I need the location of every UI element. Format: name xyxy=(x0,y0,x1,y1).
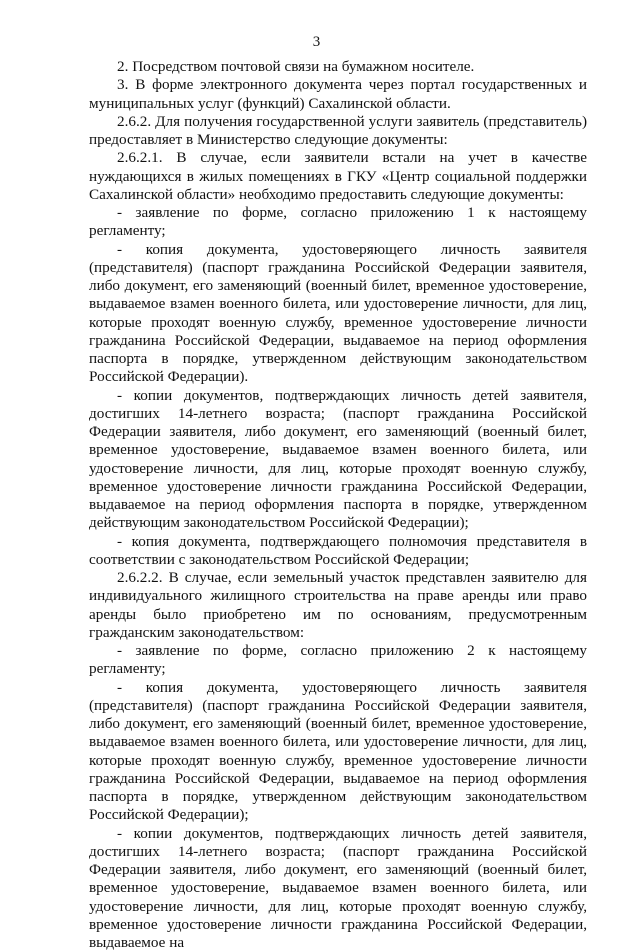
page-number: 3 xyxy=(0,34,633,51)
list-item-children-identity-copies: - копии документов, подтверждающих личность детей заявителя, достигших 14-летнего возраста; (паспорт гражданина Российской Федерации заявителя, либо документ, его заменяющий (военный билет, временное удостоверение, выдаваемое взамен военного билета, или удостоверение личности, для лиц, которые проходят военную службу, временное удостоверение личности гражданина Российской Федерации, выдаваемое на период оформления паспорта в порядке, утвержденном действующим законодательством Российской Федерации); xyxy=(89,387,587,533)
list-item-application-form-1: - заявление по форме, согласно приложению 1 к настоящему регламенту; xyxy=(89,204,587,241)
list-item-representative-authority: - копия документа, подтверждающего полномочия представителя в соответствии с законодательством Российской Федерации; xyxy=(89,533,587,570)
list-item-application-form-2: - заявление по форме, согласно приложению 2 к настоящему регламенту; xyxy=(89,642,587,679)
list-item-identity-copy: - копия документа, удостоверяющего личность заявителя (представителя) (паспорт гражданина Российской Федерации заявителя, либо документ, его заменяющий (военный билет, временное удостоверение, выдаваемое взамен военного билета, или удостоверение личности, для лиц, которые проходят военную службу, временное удостоверение личности гражданина Российской Федерации, выдаваемое на период оформления паспорта в порядке, утвержденном действующим законодательством Российской Федерации). xyxy=(89,241,587,387)
paragraph-2-6-2-2: 2.6.2.2. В случае, если земельный участок представлен заявителю для индивидуального жилищного строительства на праве аренды или право аренды было приобретено им по основаниям, предусмотренным гражданским законодательством: xyxy=(89,569,587,642)
paragraph-electronic-delivery: 3. В форме электронного документа через портал государственных и муниципальных услуг (функций) Сахалинской области. xyxy=(89,76,587,113)
paragraph-2-6-2: 2.6.2. Для получения государственной услуги заявитель (представитель) предоставляет в Министерство следующие документы: xyxy=(89,113,587,150)
paragraph-postal-delivery: 2. Посредством почтовой связи на бумажном носителе. xyxy=(89,58,587,76)
paragraph-2-6-2-1: 2.6.2.1. В случае, если заявители встали на учет в качестве нуждающихся в жилых помещениях в ГКУ «Центр социальной поддержки Сахалинской области» необходимо предоставить следующие документы: xyxy=(89,149,587,204)
document-body xyxy=(89,58,587,952)
list-item-children-identity-copies-2: - копии документов, подтверждающих личность детей заявителя, достигших 14-летнего возраста; (паспорт гражданина Российской Федерации заявителя, либо документ, его заменяющий (военный билет, временное удостоверение, выдаваемое взамен военного билета, или удостоверение личности, для лиц, которые проходят военную службу, временное удостоверение личности гражданина Российской Федерации, выдаваемое на xyxy=(89,825,587,952)
list-item-identity-copy-2: - копия документа, удостоверяющего личность заявителя (представителя) (паспорт гражданина Российской Федерации заявителя, либо документ, его заменяющий (военный билет, временное удостоверение, выдаваемое взамен военного билета, или удостоверение личности, для лиц, которые проходят военную службу, временное удостоверение личности гражданина Российской Федерации, выдаваемое на период оформления паспорта в порядке, утвержденном действующим законодательством Российской Федерации); xyxy=(89,679,587,825)
